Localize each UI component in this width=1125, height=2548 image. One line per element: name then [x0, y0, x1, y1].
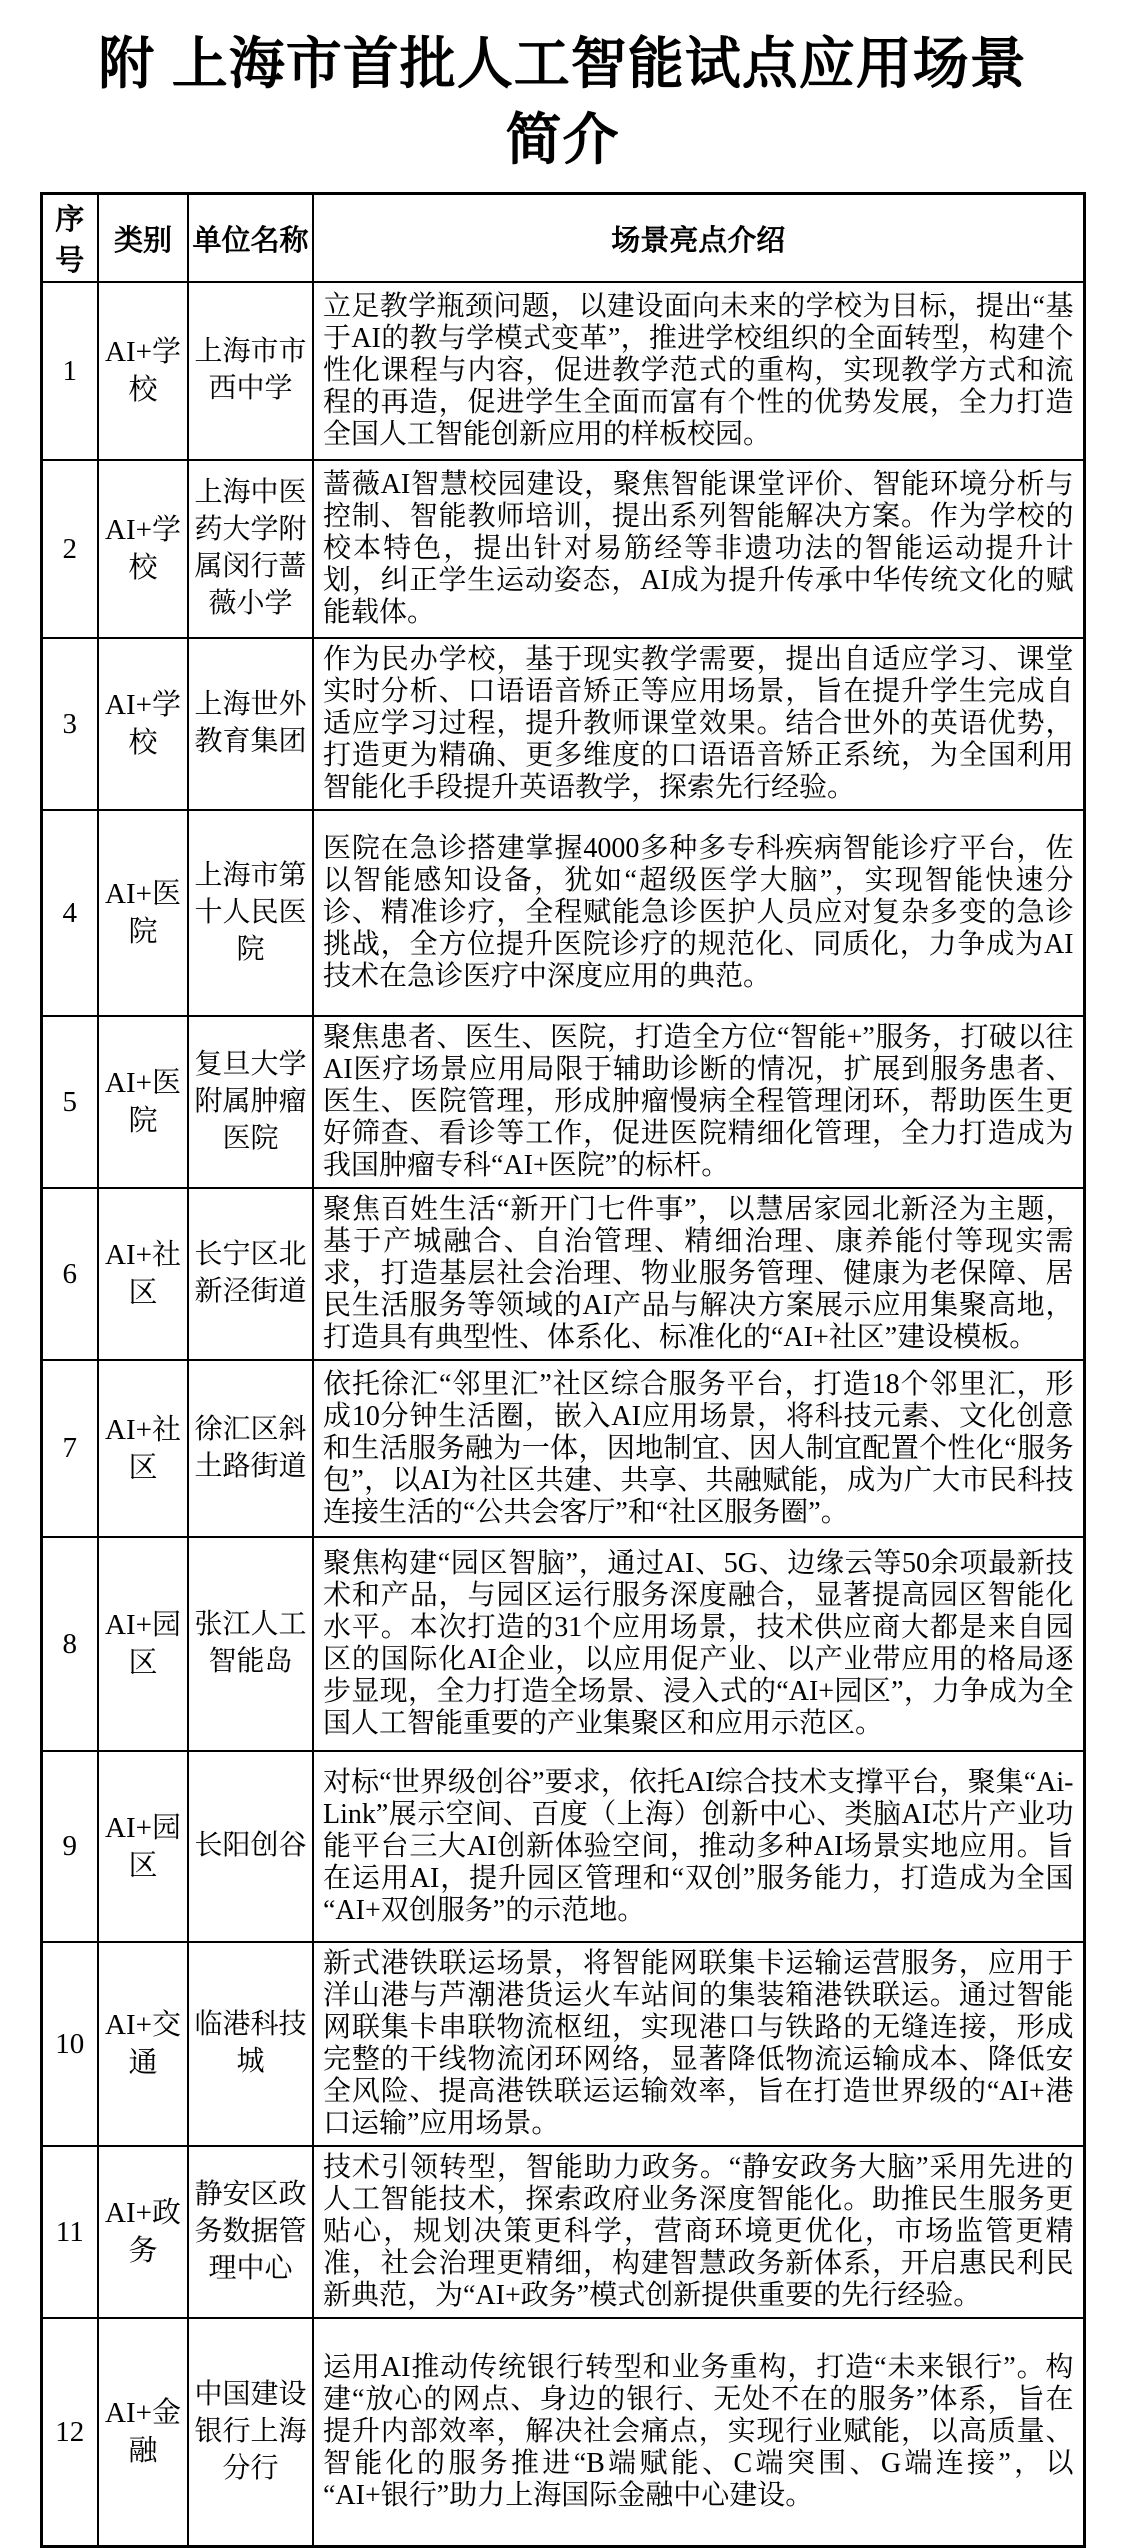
row-category: AI+学校	[98, 638, 188, 810]
table-row	[41, 460, 1084, 638]
row-category: AI+学校	[98, 282, 188, 460]
row-desc: 运用AI推动传统银行转型和业务重构，打造“未来银行”。构建“放心的网点、身边的银行、无处不在的服务”体系，旨在提升内部效率，解决社会痛点，实现行业赋能，以高质量、智能化的服务推进“B端赋能、C端突围、G端连接”，以“AI+银行”助力上海国际金融中心建设。	[313, 2318, 1084, 2546]
row-no: 10	[41, 1942, 98, 2146]
row-category: AI+政务	[98, 2146, 188, 2318]
row-category: AI+交通	[98, 1942, 188, 2146]
row-no: 9	[41, 1751, 98, 1942]
row-desc: 对标“世界级创谷”要求，依托AI综合技术支撑平台，聚集“Ai-Link”展示空间、百度（上海）创新中心、类脑AI芯片产业功能平台三大AI创新体验空间，推动多种AI场景实地应用。旨在运用AI，提升园区管理和“双创”服务能力，打造成为全国“AI+双创服务”的示范地。	[313, 1751, 1084, 1942]
row-unit: 长阳创谷	[188, 1751, 313, 1942]
row-desc: 医院在急诊搭建掌握4000多种多专科疾病智能诊疗平台，佐以智能感知设备，犹如“超级医学大脑”，实现智能快速分诊、精准诊疗，全程赋能急诊医护人员应对复杂多变的急诊挑战，全方位提升医院诊疗的规范化、同质化，力争成为AI技术在急诊医疗中深度应用的典范。	[313, 810, 1084, 1016]
row-desc: 作为民办学校，基于现实教学需要，提出自适应学习、课堂实时分析、口语语音矫正等应用场景，旨在提升学生完成自适应学习过程，提升教师课堂效果。结合世外的英语优势，打造更为精确、更多维度的口语语音矫正系统，为全国利用智能化手段提升英语教学，探索先行经验。	[313, 638, 1084, 810]
row-unit: 长宁区北新泾街道	[188, 1188, 313, 1360]
table-row	[41, 2318, 1084, 2546]
row-desc: 聚焦患者、医生、医院，打造全方位“智能+”服务，打破以往AI医疗场景应用局限于辅助诊断的情况，扩展到服务患者、医生、医院管理，形成肿瘤慢病全程管理闭环，帮助医生更好筛查、看诊等工作，促进医院精细化管理，全力打造成为我国肿瘤专科“AI+医院”的标杆。	[313, 1016, 1084, 1188]
row-no: 5	[41, 1016, 98, 1188]
row-desc: 聚焦构建“园区智脑”，通过AI、5G、边缘云等50余项最新技术和产品，与园区运行服务深度融合，显著提高园区智能化水平。本次打造的31个应用场景，技术供应商大都是来自园区的国际化AI企业，以应用促产业、以产业带应用的格局逐步显现，全力打造全场景、浸入式的“AI+园区”，力争成为全国人工智能重要的产业集聚区和应用示范区。	[313, 1537, 1084, 1751]
row-unit: 上海世外教育集团	[188, 638, 313, 810]
row-unit: 张江人工智能岛	[188, 1537, 313, 1751]
table-row	[41, 2146, 1084, 2318]
row-desc: 依托徐汇“邻里汇”社区综合服务平台，打造18个邻里汇，形成10分钟生活圈，嵌入AI应用场景，将科技元素、文化创意和生活服务融为一体，因地制宜、因人制宜配置个性化“服务包”，以AI为社区共建、共享、共融赋能，成为广大市民科技连接生活的“公共会客厅”和“社区服务圈”。	[313, 1360, 1084, 1537]
row-no: 12	[41, 2318, 98, 2546]
row-no: 3	[41, 638, 98, 810]
row-unit: 临港科技城	[188, 1942, 313, 2146]
row-unit: 上海中医药大学附属闵行蔷薇小学	[188, 460, 313, 638]
row-unit: 上海市市西中学	[188, 282, 313, 460]
page-title-line1: 附 上海市首批人工智能试点应用场景	[98, 32, 1027, 95]
row-desc: 聚焦百姓生活“新开门七件事”，以慧居家园北新泾为主题，基于产城融合、自治管理、精细治理、康养能付等现实需求，打造基层社会治理、物业服务管理、健康为老保障、居民生活服务等领域的AI产品与解决方案展示应用集聚高地，打造具有典型性、体系化、标准化的“AI+社区”建设模板。	[313, 1188, 1084, 1360]
header-desc: 场景亮点介绍	[313, 194, 1084, 283]
header-category: 类别	[98, 194, 188, 283]
row-no: 11	[41, 2146, 98, 2318]
row-unit: 上海市第十人民医院	[188, 810, 313, 1016]
row-category: AI+金融	[98, 2318, 188, 2546]
scenarios-table	[40, 192, 1086, 2548]
row-unit: 中国建设银行上海分行	[188, 2318, 313, 2546]
row-unit: 静安区政务数据管理中心	[188, 2146, 313, 2318]
row-no: 6	[41, 1188, 98, 1360]
row-category: AI+学校	[98, 460, 188, 638]
row-unit: 复旦大学附属肿瘤医院	[188, 1016, 313, 1188]
row-category: AI+社区	[98, 1360, 188, 1537]
table-row	[41, 1360, 1084, 1537]
page-title-line2: 简介	[505, 108, 620, 172]
table-body	[41, 282, 1084, 2546]
row-desc: 蔷薇AI智慧校园建设，聚焦智能课堂评价、智能环境分析与控制、智能教师培训，提出系列智能解决方案。作为学校的校本特色，提出针对易筋经等非遗功法的智能运动提升计划，纠正学生运动姿态，AI成为提升传承中华传统文化的赋能载体。	[313, 460, 1084, 638]
table-row	[41, 810, 1084, 1016]
row-no: 8	[41, 1537, 98, 1751]
page-title	[20, 26, 1105, 178]
table-row	[41, 1942, 1084, 2146]
table-header-row	[41, 194, 1084, 283]
row-desc: 新式港铁联运场景，将智能网联集卡运输运营服务，应用于洋山港与芦潮港货运火车站间的集装箱港铁联运。通过智能网联集卡串联物流枢纽，实现港口与铁路的无缝连接，形成完整的干线物流闭环网络，显著降低物流运输成本、降低安全风险、提高港铁联运运输效率，旨在打造世界级的“AI+港口运输”应用场景。	[313, 1942, 1084, 2146]
row-category: AI+社区	[98, 1188, 188, 1360]
table-row	[41, 1537, 1084, 1751]
table-row	[41, 638, 1084, 810]
row-category: AI+医院	[98, 1016, 188, 1188]
row-unit: 徐汇区斜土路街道	[188, 1360, 313, 1537]
row-no: 4	[41, 810, 98, 1016]
row-no: 7	[41, 1360, 98, 1537]
row-category: AI+园区	[98, 1751, 188, 1942]
header-no: 序号	[41, 194, 98, 283]
row-category: AI+园区	[98, 1537, 188, 1751]
row-no: 1	[41, 282, 98, 460]
table-row	[41, 1016, 1084, 1188]
row-no: 2	[41, 460, 98, 638]
row-category: AI+医院	[98, 810, 188, 1016]
document-page	[0, 26, 1125, 2548]
row-desc: 技术引领转型，智能助力政务。“静安政务大脑”采用先进的人工智能技术，探索政府业务深度智能化。助推民生服务更贴心，规划决策更科学，营商环境更优化，市场监管更精准，社会治理更精细，构建智慧政务新体系，开启惠民利民新典范，为“AI+政务”模式创新提供重要的先行经验。	[313, 2146, 1084, 2318]
row-desc: 立足教学瓶颈问题，以建设面向未来的学校为目标，提出“基于AI的教与学模式变革”，推进学校组织的全面转型，构建个性化课程与内容，促进教学范式的重构，实现教学方式和流程的再造，促进学生全面而富有个性的优势发展，全力打造全国人工智能创新应用的样板校园。	[313, 282, 1084, 460]
header-unit: 单位名称	[188, 194, 313, 283]
table-row	[41, 1188, 1084, 1360]
table-row	[41, 282, 1084, 460]
table-row	[41, 1751, 1084, 1942]
